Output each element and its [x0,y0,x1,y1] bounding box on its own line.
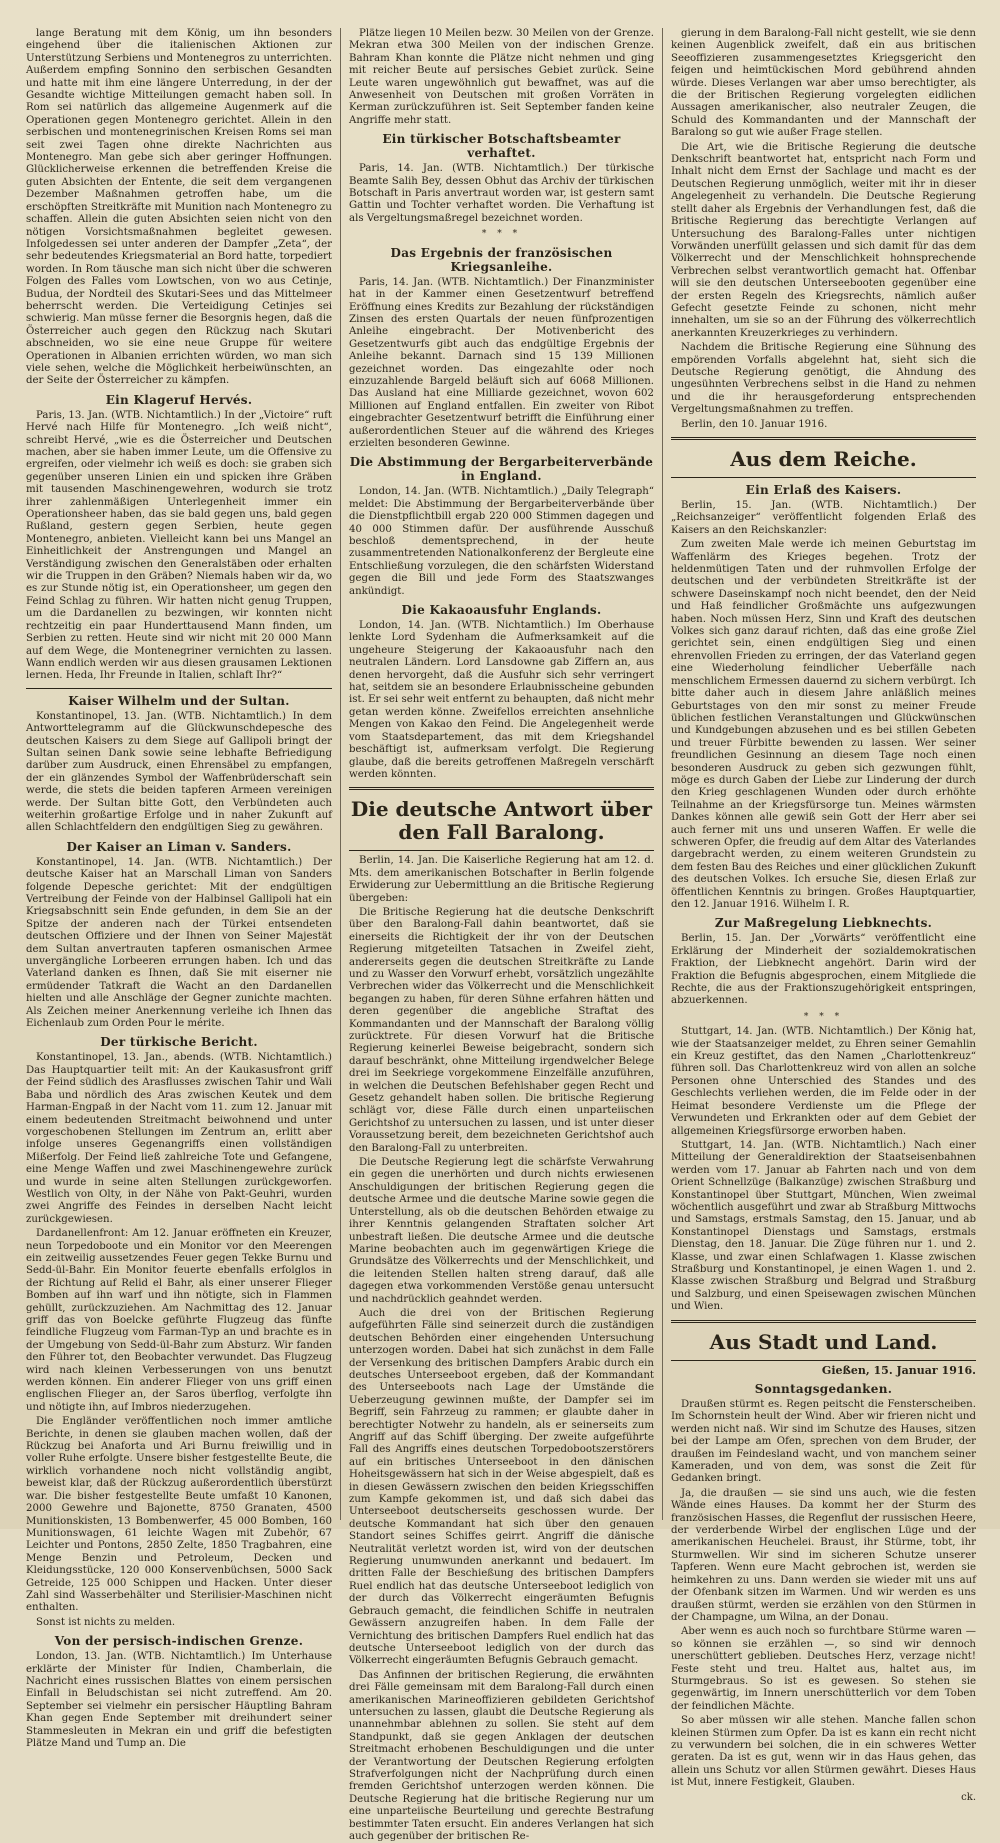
main-headline: Die deutsche Antwort über den Fall Baralong. [350,797,653,845]
article-heading: Der türkische Bericht. [100,1035,258,1050]
article-paragraph: Berlin, 15. Jan. (WTB. Nichtamtlich.) Der „Reichsanzeiger“ veröffentlicht folgenden Erlaß des Kaisers an den Reichskanzler: [671,500,976,536]
article-paragraph: Konstantinopel, 13. Jan. (WTB. Nichtamtlich.) In dem Antworttelegramm auf die Glückwunschdepesche des deutschen Kaisers zu dem Siege auf Gallipoli bringt der Sultan seinen Dank sowie seine lebhafte Befriedigung darüber zum Ausdruck, einen Ehrensäbel zu empfangen, der ein glänzendes Symbol der Waffenbrüderschaft sein werde, die stets die beiden tapferen Armeen vereinigen werde. Der Sultan bitte Gott, den Verbündeten auch weiterhin großartige Erfolge und in naher Zukunft auf allen Schlachtfeldern den endgültigen Sieg zu gewähren. [26,710,332,834]
article-heading: Ein Erlaß des Kaisers. [745,483,902,497]
article-paragraph: gierung in dem Baralong-Fall nicht gestellt, wie sie denn keinen Augenblick zweifelt, daß ein aus britischen Seeoffizieren zusammengesetztes Kriegsgericht den feigen und heimtückischen Mord gebührend ahnden würde. Dieses Verlangen war aber umso berechtigter, als die der Britischen Regierung vorgelegten eidlichen Aussagen amerikanischer, also neutraler Zeugen, die Schuld des Kommandanten und der Mannschaft der Baralong so gut wie außer Frage stellen. [671,28,976,139]
column-3 [662,28,984,1803]
article-paragraph: Zum zweiten Male werde ich meinen Geburtstag im Waffenlärm des Krieges begehen. Trotz der heldenmütigen Taten und der ruhmvollen Erfolge der deutschen und der verbündeten Streitkräfte ist der schwere Daseinskampf noch nicht beendet, den der Neid und Haß feindlicher Großmächte uns aufgezwungen haben. Noch müssen Herz, Sinn und Kraft des deutschen Volkes sich ganz darauf richten, daß das eine große Ziel gerichtet sein, einen endgültigen Sieg und einen ehrenvollen Frieden zu erringen, der das Vaterland gegen eine Wiederholung feindlicher Ueberfälle nach menschlichem Ermessen dauernd zu sichern verbürgt. Ich bitte daher auch in diesem Jahre anläßlich meines Geburtstages von den mir sonst zu meiner Freude üblichen festlichen Veranstaltungen und Glückwünschen und Kundgebungen abzusehen und es bei stillen Gebeten und treuer Fürbitte bewenden zu lassen. Wer seiner freundlichen Gesinnung an diesem Tage noch einen besonderen Ausdruck zu geben sich gezwungen fühlt, möge es durch Gaben der Liebe zur Linderung der durch den Krieg geschlagenen Wunden oder durch erhöhte Teilnahme an der Kriegsfürsorge tun. Meines wärmsten Dankes können alle gewiß sein Gott der Herr aber sei auch ferner mit uns und unseren Waffen. Er welle die schweren Opfer, die freudig auf dem Altar des Vaterlandes dargebracht werden, zu einem weiteren Grundstein zu dem festen Bau des Reiches und einer glücklichen Zukunft des deutschen Volkes. Ich ersuche Sie, diesen Erlaß zur öffentlichen Kenntnis zu bringen. Großes Hauptquartier, den 12. Januar 1916. Wilhelm I. R. [671,539,976,910]
article-heading: Ein Klageruf Hervés. [105,392,253,407]
section-title: Aus Stadt und Land. [709,1329,938,1354]
column-2 [340,28,662,1842]
article-paragraph: Die Engländer veröffentlichen noch immer amtliche Berichte, in denen sie glauben machen wollen, daß der Rückzug bei Anaforta und Ari Burnu freiwillig und in voller Ruhe erfolgte. Unsere bisher festgestellte Beute, die wirklich vorhandene noch nicht vollständig angibt, beweist klar, daß der Rückzug außerordentlich überstürzt war. Die bisher festgestellte Beute umfaßt 10 Kanonen, 2000 Gewehre und Bajonette, 8750 Granaten, 4500 Munitionskisten, 13 Bombenwerfer, 45 000 Bomben, 160 Munitionswagen, 61 leichte Wagen mit Zubehör, 67 Leichter und Pontons, 2850 Zelte, 1850 Tragbahren, eine Menge Benzin und Petroleum, Decken und Kleidungsstücke, 120 000 Konservenbüchsen, 5000 Sack Getreide, 125 000 Schippen und Hacken. Unter dieser Zahl sind Wasserbehälter und Sterilisier-Maschinen nicht enthalten. [26,1416,332,1614]
article-heading: Zur Maßregelung Liebknechts. [714,916,933,931]
headline-box [349,787,654,851]
article-paragraph: Paris, 14. Jan. (WTB. Nichtamtlich.) Der türkische Beamte Salih Bey, dessen Obhut das Archiv der türkischen Botschaft in Paris anvertraut worden war, ist gestern samt Gattin und Tochter verhaftet worden. Die Verhaftung ist als Vergeltungsmaßregel bezeichnet worden. [349,163,654,224]
section-stars: * * * [481,229,522,240]
article-paragraph: Das Anfinnen der britischen Regierung, die erwähnten drei Fälle gemeinsam mit dem Baralong-Fall durch einen amerikanischen Marineoffizieren gebildeten Gerichtshof untersuchen zu lassen, glaubt die Deutsche Regierung als unannehmbar ablehnen zu sollen. Sie steht auf dem Standpunkt, daß sie gegen Anklagen der deutschen Streitmacht erhobenen Beschuldigungen und die unter der Verantwortung der Deutschen Regierung erfolgten Strafverfolgungen nicht der Nachprüfung durch einen fremden Gerichtshof unterzogen werden können. Die Deutsche Regierung hat die britische Regierung nur um eine unparteiische Beurteilung und gerechte Bestrafung bestimmter Taten ersucht. Ein anderes Verlangen hat sich auch gegenüber der britischen Re- [349,1669,654,1842]
divider [26,688,332,689]
section-stars: * * * [803,1011,844,1022]
article-paragraph: London, 14. Jan. (WTB. Nichtamtlich.) Im Oberhause lenkte Lord Sydenham die Aufmerksamkeit auf die ungeheure Steigerung der Kakaoausfuhr nach den neutralen Ländern. Lord Lansdowne gab Ziffern an, aus denen hervorgeht, daß die Ausfuhr sich sehr verringert hat, seitdem sie an besondere Erlaubnisscheine gebunden ist. Er sei sehr weit entfernt zu behaupten, daß nicht mehr getan werden könne. Zweifellos erreichten ansehnliche Mengen von Kakao den Feind. Die Angelegenheit werde vom Staatsdepartement, das mit dem Kriegshandel beschäftigt ist, aufmerksam verfolgt. Die Regierung glaube, daß die bereits getroffenen Maßregeln verschärft werden könnten. [349,620,654,780]
article-paragraph: Die Art, wie die Britische Regierung die deutsche Denkschrift beantwortet hat, entspricht nach Form und Inhalt nicht dem Ernst der Sachlage und macht es der Deutschen Regierung unmöglich, weiter mit ihr in dieser Angelegenheit zu verhandeln. Die Deutsche Regierung stellt daher als Ergebnis der Verhandlungen fest, daß die Britische Regierung das berechtigte Verlangen auf Untersuchung des Baralong-Falles unter nichtigen Vorwänden unerfüllt gelassen und sich damit für das dem Völkerrecht und der Menschlichkeit hohnsprechende Verbrechen selbst verantwortlich gemacht hat. Offenbar will sie den deutschen Unterseebooten gegenüber eine der ersten Regeln des Kriegsrechts, nämlich außer Gefecht gesetzte Feinde zu schonen, nicht mehr innehalten, um sie so an der Führung des völkerrechtlich anerkannten Kreuzerkrieges zu verhindern. [671,141,976,339]
article-paragraph: lange Beratung mit dem König, um ihn besonders eingehend über die italienischen Aktionen zur Unterstützung Serbiens und Montenegros zu unterrichten. Außerdem empfing Sonnino den serbischen Gesandten und hatte mit ihm eine längere Unterredung, in der der Gesandte wichtige Mitteilungen gemacht haben soll. In Rom sei natürlich das allgemeine Augenmerk auf die Operationen gegen Montenegro gerichtet. Allein in den serbischen und montenegrinischen Kreisen Roms sei man seit zwei Tagen ohne direkte Nachrichten aus Montenegro. Man gebe sich aber geringer Hoffnungen. Glücklicherweise erkennen die betreffenden Kreise die guten Absichten der Entente, die seit dem vergangenen Dezember Maßnahmen getroffen habe, um die erschöpften Streitkräfte mit Munition nach Montenegro zu schaffen. Allein die guten Absichten seien nicht von den nötigen Vorsichtsmaßnahmen begleitet gewesen. Infolgedessen sei unter anderen der Dampfer „Zeta“, der sehr bedeutendes Kriegsmaterial an Bord hatte, torpediert worden. In Rom täusche man sich nicht über die schweren Folgen des Falles vom Lowtschen, von wo aus Cetinje, Budua, der Nordteil des Skutari-Sees und das Mittelmeer beherrscht werden. Die Verteidigung Cetinjes sei schwierig. Man müsse ferner die Besorgnis hegen, daß die Österreicher auch gegen den Rückzug nach Skutari abschneiden, wo sie eine neue Gruppe für weitere Operationen in Albanien errichten würden, wo man sich viele sehen, welche die Möglichkeit herbeiwünschten, an der Seite der Österreicher zu kämpfen. [26,28,332,387]
article-paragraph: So aber müssen wir alle stehen. Manche fallen schon kleinen Stürmen zum Opfer. Da ist es kann ein recht nicht zu verwundern bei solchen, die in ein schweres Wetter geraten. Da ist es gut, wenn wir in das Haus gehen, das allein uns Schutz vor allen Stürmen gewährt. Dieses Haus ist Mut, innere Festigkeit, Glauben. [671,1715,976,1789]
article-paragraph: Berlin, 15. Jan. Der „Vorwärts“ veröffentlicht eine Erklärung der Minderheit der sozialdemokratischen Fraktion, der Liebknecht angehört. Darin wird der Fraktion die Befugnis abgesprochen, einem Mitgliede die Rechte, die aus der Fraktionszugehörigkeit entspringen, abzuerkennen. [671,933,976,1007]
article-paragraph: London, 13. Jan. (WTB. Nichtamtlich.) Im Unterhause erklärte der Minister für Indien, Chamberlain, die Nachricht eines russischen Blattes von einem persischen Einfall in Beludschistan sei nicht zutreffend. Am 20. September sei vielmehr ein persischer Häuptling Bahram Khan gegen Ende September mit dreihundert seiner Stammesleuten in Mekran ein und griff die befestigten Plätze Mand und Tump an. Die [26,1651,332,1749]
article-heading: Die Kakaoausfuhr Englands. [401,603,602,618]
article-heading: Das Ergebnis der französischen Kriegsanleihe. [390,245,613,274]
article-paragraph: Auch die drei von der Britischen Regierung aufgeführten Fälle sind seinerzeit durch die zuständigen deutschen Behörden einer eingehenden Untersuchung unterzogen worden. Dabei hat sich zunächst in dem Falle der Versenkung des britischen Dampfers Arabic durch ein deutsches Unterseeboot ergeben, daß der Kommandant des Unterseeboots nach Lage der Umstände die Ueberzeugung gewinnen mußte, der Dampfer sei im Begriff, sein Fahrzeug zu rammen; er glaubte daher in berechtigter Notwehr zu handeln, als er seinerseits zum Angriff auf das Schiff überging. Der zweite aufgeführte Fall des Angriffs eines deutschen Torpedobootszerstörers auf ein britisches Unterseeboot in den dänischen Hoheitsgewässern hat sich in der Weise abgespielt, daß es in diesen Gewässern zwischen den beiden Kriegsschiffen zum Kampfe gekommen ist, und daß sich dabei das Unterseeboot deutscherseits geschossen wurde. Der deutsche Kommandant hat sich über den genauen Standort seines Schiffes geirrt. Angriff die dänische Neutralität verletzt worden ist, wird von der deutschen Regierung unumwunden anerkannt und bedauert. Im dritten Falle der Beschießung des britischen Dampfers Ruel endlich hat das deutsche Unterseeboot lediglich von der durch das Völkerrecht eingeräumten Befugnis Gebrauch gemacht, die feindlichen Schiffe in neutralen Gewässern anzugreifen haben. In dem Falle der Vernichtung des britischen Dampfers Ruel endlich hat das deutsche Unterseeboot lediglich von der durch das Völkerrecht eingeräumten Befugnis Gebrauch gemacht. [349,1307,654,1667]
article-paragraph: Stuttgart, 14. Jan. (WTB. Nichtamtlich.) Nach einer Mitteilung der Generaldirektion der Staatseisenbahnen werden vom 17. Januar ab Fahrten nach und von dem Orient Schnellzüge (Balkanzüge) zwischen Straßburg und Konstantinopel über Stuttgart, München, Wien zweimal wöchentlich ausgeführt und zwar ab Straßburg Mittwochs und Samstags, erstmals Samstag, den 15. Januar, und ab Konstantinopel Dienstags und Samstags, erstmals Dienstag, den 18. Januar. Die Züge führen nur 1. und 2. Klasse, und zwar einen Schlafwagen 1. Klasse zwischen Straßburg und Konstantinopel, je einen Wagen 1. und 2. Klasse zwischen Straßburg und Belgrad und Straßburg und Salzburg, und einen Speisewagen zwischen München und Wien. [671,1139,976,1313]
article-paragraph: Ja, die draußen — sie sind uns auch, wie die festen Wände eines Hauses. Da kommt her der Sturm des französischen Hasses, die Regenflut der russischen Heere, der verderbende Wirbel der englischen Lüge und der amerikanischen Heuchelei. Braust, ihr Stürme, tobt, ihr Sturmwellen. Wir sind im sicheren Schutze unserer Tapferen. Wenn eure Macht gebrochen ist, werden sie heimkehren zu uns. Dann werden sie wieder mit uns auf der Ofenbank sitzen im Warmen. Und wir werden es uns draußen stürmt, werden sie erzählen von den Stürmen in der Champagne, um Wilna, an der Donau. [671,1487,976,1623]
article-paragraph: Draußen stürmt es. Regen peitscht die Fensterscheiben. Im Schornstein heult der Wind. Aber wir frieren nicht und werden nicht naß. Wir sind im Schutze des Hauses, sitzen bei der Lampe am Ofen, sprechen von dem Bruder, der draußen im Feindesland wacht, und von manchem seiner Kameraden, und von dem, was sonst die Zeit für Gedanken bringt. [671,1399,976,1485]
article-paragraph: Die Britische Regierung hat die deutsche Denkschrift über den Baralong-Fall dahin beantwortet, daß sie einerseits die Richtigkeit der ihr von der Deutschen Regierung mitgeteilten Tatsachen in Zweifel zieht, andererseits gegen die deutschen Streitkräfte zu Lande und zu Wasser den Vorwurf erhebt, vorsätzlich ungezählte Verbrechen wider das Völkerrecht und die Menschlichkeit begangen zu haben, für deren Sühne erfahren hätten und deren gegenüber die angebliche Straftat des Kommandanten und der Mannschaft der Baralong völlig zurücktrete. Für diesen Vorwurf hat die Britische Regierung keinerlei Beweise beigebracht, sondern sich darauf beschränkt, ohne Mitteilung irgendwelcher Belege drei im Seekriege vorgekommene Einzelfälle anzuführen, in welchen die Deutschen Befehlshaber gegen Recht und Gesetz gehandelt haben sollen. Die britische Regierung schlägt vor, diese Fälle durch einen unparteiischen Gerichtshof zu untersuchen zu lassen, und ist unter dieser Voraussetzung bereit, dem bezeichneten Gerichtshof auch den Baralong-Fall zu unterbreiten. [349,906,654,1154]
article-paragraph: Die Deutsche Regierung legt die schärfste Verwahrung ein gegen die unerhörten und durch nichts erwiesenen Anschuldigungen der britischen Regierung gegen die deutsche Armee und die deutsche Marine sowie gegen die Unterstellung, als ob die deutschen Behörden etwaige zu ihrer Kenntnis gelangenden Straftaten solcher Art unbestraft ließen. Die deutsche Armee und die deutsche Marine beobachten auch im gegenwärtigen Kriege die Grundsätze des Völkerrechts und der Menschlichkeit, und die leitenden Stellen halten streng darauf, daß alle dagegen etwa vorkommenden Verstöße genau untersucht und nachdrücklich geahndet werden. [349,1157,654,1305]
article-paragraph: Paris, 13. Jan. (WTB. Nichtamtlich.) In der „Victoire“ ruft Hervé nach Hilfe für Montenegro. „Ich weiß nicht“, schreibt Hervé, „wie es die Österreicher und Deutschen machen, aber sie haben immer Leute, um die Offensive zu ergreifen, oder vielmehr ich weiß es doch: sie graben sich gegenüber unseren Linien ein und spicken ihre Gräben mit tausenden Maschinengewehren, wodurch sie trotz ihrer zahlenmäßigen Unterlegenheit immer ein Operationsheer haben, das sie bald gegen uns, bald gegen Rußland, gestern gegen Serbien, heute gegen Montenegro, anbieten. Vielleicht kann bei uns Mangel an Einheitlichkeit der Anstrengungen und Mangel an Verständigung zwischen den Generalstäben oder erhalten wir die Truppen in den Gräben? Niemals haben wir da, wo es zur Stunde nötig ist, ein Operationsheer, um gegen den Feind Schlag zu führen. Wir hatten nicht genug Truppen, um die Dardanellen zu bezwingen, wir konnten nicht rechtzeitig ein paar Hunderttausend Mann finden, um Serbien zu retten. Heute sind wir nicht mit 20 000 Mann auf dem Wege, die Montenegriner vernichten zu lassen. Wann endlich werden wir aus diesen grausamen Lektionen lernen. Heda, Ihr Freunde in Italien, schlaft Ihr?“ [26,409,332,682]
article-paragraph: Plätze liegen 10 Meilen bezw. 30 Meilen von der Grenze. Mekran etwa 300 Meilen von der indischen Grenze. Bahram Khan konnte die Plätze nicht nehmen und ging mit reicher Beute auf persisches Gebiet zurück. Seine Leute waren ungewöhnlich gut bewaffnet, was auf die Anwesenheit von Deutschen mit großen Vorräten in Kerman zurückzuführen ist. Seit September fanden keine Angriffe mehr statt. [349,28,654,126]
article-heading: Ein türkischer Botschaftsbeamter verhaftet. [382,132,621,161]
author-signature: ck. [961,1791,976,1803]
article-paragraph: Konstantinopel, 14. Jan. (WTB. Nichtamtlich.) Der deutsche Kaiser hat an Marschall Liman von Sanders folgende Depesche gerichtet: Mit der endgültigen Vertreibung der Feinde von der Halbinsel Gallipoli hat ein Kriegsabschnitt sein Ende gefunden, in dem Sie an der Spitze der anderen nach der Türkei entsendeten deutschen Offiziere und der Ihnen von Seiner Majestät dem Sultan anvertrauten tapferen osmanischen Armee unvergängliche Lorbeeren errungen haben. Ich und das Vaterland danken es Ihnen, daß Sie mit eiserner nie ermüdender Tatkraft die Wacht an den Dardanellen hielten und alle Anschläge der Gegner zunichte machten. Als Zeichen meiner Anerkennung verleihe ich Ihnen das Eichenlaub zum Orden Pour le mérite. [26,856,332,1030]
article-paragraph: Berlin, 14. Jan. Die Kaiserliche Regierung hat am 12. d. Mts. dem amerikanischen Botschafter in Berlin folgende Erwiderung zur Uebermittlung an die Britische Regierung übergeben: [349,855,654,904]
columns [18,28,984,1842]
article-heading: Der Kaiser an Liman v. Sanders. [66,839,292,854]
dateline: Gießen, 15. Januar 1916. [821,1363,976,1377]
article-paragraph: Nachdem die Britische Regierung eine Sühnung des empörenden Vorfalls abgelehnt hat, sieht sich die Deutsche Regierung genötigt, die Ahndung des ungesühnten Verbrechens selbst in die Hand zu nehmen und die ihr herausgeforderung entsprechenden Vergeltungsmaßnahmen zu treffen. [671,342,976,416]
article-paragraph: Aber wenn es auch noch so furchtbare Stürme waren — so können sie erzählen —, so sind wir dennoch unerschüttert geblieben. Deutsches Herz, verzage nicht! Feste steht und treu. Haltet aus, haltet aus, im Sturmgebraus. So ist es gewesen. So stehen sie gegenwärtig, im Innern unerschütterlich vor dem Toben der feindlichen Mächte. [671,1626,976,1712]
column-1 [18,28,340,1749]
article-paragraph: Stuttgart, 14. Jan. (WTB. Nichtamtlich.) Der König hat, wie der Staatsanzeiger meldet, zu Ehren seiner Gemahlin ein Kreuz gestiftet, das den Namen „Charlottenkreuz“ führen soll. Das Charlottenkreuz wird von allen an solche Personen ohne Unterschied des Standes und des Geschlechts verliehen werden, die im Felde oder in der Heimat besondere Verdienste um die Pflege der Verwundeten und Erkrankten oder auf dem Gebiet der allgemeinen Kriegsfürsorge erworben haben. [671,1026,976,1137]
section-header-box [671,437,976,478]
article-paragraph: Sonst ist nichts zu melden. [36,1616,176,1628]
article-paragraph: Berlin, den 10. Januar 1916. [681,418,828,430]
article-heading: Die Abstimmung der Bergarbeiterverbände in England. [349,455,654,484]
article-paragraph: Paris, 14. Jan. (WTB. Nichtamtlich.) Der Finanzminister hat in der Kammer einen Gesetzentwurf betreffend Eröffnung eines Kredits zur Bezahlung der rückständigen Zinsen des ersten Quartals der neuen fünfprozentigen Anleihe eingebracht. Der Motivenbericht des Gesetzentwurfs gibt auch das endgültige Ergebnis der Anleihe bekannt. Darnach sind 15 139 Millionen gezeichnet worden. Das eingezahlte oder noch einzuzahlende Bargeld beläuft sich auf 6068 Millionen. Das Ausland hat eine Milliarde gezeichnet, wovon 602 Millionen auf England entfallen. Ein zweiter von Ribot eingebrachter Gesetzentwurf betrifft die Einführung einer außerordentlichen Steuer auf die während des Krieges erzielten besonderen Gewinne. [349,276,654,449]
article-paragraph: Dardanellenfront: Am 12. Januar eröffneten ein Kreuzer, neun Torpedoboote und ein Monitor vor den Meerengen ein zeitweilig aussetzendes Feuer gegen Tekke Burnu und Sedd-ül-Bahr. Ein Monitor feuerte ebenfalls erfolglos in der Richtung auf Relid el Bahr, als einer unserer Flieger Bomben auf ihn warf und ihn nötigte, sich in Flammen gehüllt, zurückzuziehen. Am Nachmittag des 12. Januar griff das von Boelcke geführte Flugzeug das fünfte feindliche Flugzeug vom Farman-Typ an und brachte es in der Umgebung von Sedd-ül-Bahr zum Absturz. Wir fanden den Führer tot, den Beobachter verwundet. Das Flugzeug wird nach kleinen Verbesserungen von uns benutzt werden können. Ein anderer Flieger von uns griff einen englischen Flieger an, der Saros überflog, verfolgte ihn und nötigte ihn, auf Imbros niederzugehen. [26,1228,332,1413]
article-heading: Von der persisch-indischen Grenze. [54,1634,304,1649]
article-paragraph: Konstantinopel, 13. Jan., abends. (WTB. Nichtamtlich.) Das Hauptquartier teilt mit: An der Kaukasusfront griff der Feind südlich des Arasflusses zwischen Tahir und Wali Baba und nördlich des Aras zwischen Keutek und dem Harman-Engpaß in der Nacht vom 11. zum 12. Januar mit einem bedeutenden Streitmacht beiwohnend und unter vorgeschobenen Stellungen im Zentrum an, erlitt aber infolge unseres Gegenangriffs einen vollständigen Mißerfolg. Der Feind ließ zahlreiche Tote und Gefangene, eine Menge Waffen und zwei Maschinengewehre zurück und wurde in seine alten Stellungen zurückgeworfen. Westlich von Olty, in der Nähe von Pakt-Geuhri, wurden zwei Angriffe des Feindes in derselben Nacht leicht zurückgewiesen. [26,1052,332,1225]
article-paragraph: London, 14. Jan. (WTB. Nichtamtlich.) „Daily Telegraph“ meldet: Die Abstimmung der Bergarbeiterverbände über die Dienstpflichtbill ergab 220 000 Stimmen dagegen und 40 000 Stimmen dafür. Der ausführende Ausschuß beschloß dementsprechend, in der heute zusammentretenden Nationalkonferenz der Bergleute eine Entschließung vorzulegen, die den schärfsten Widerstand gegen die Bill und jede Form des Staatszwanges ankündigt. [349,486,654,597]
section-header-box [671,1320,976,1361]
section-title: Aus dem Reiche. [730,447,917,471]
article-heading: Sonntagsgedanken. [754,1382,893,1396]
article-heading: Kaiser Wilhelm und der Sultan. [68,693,290,708]
